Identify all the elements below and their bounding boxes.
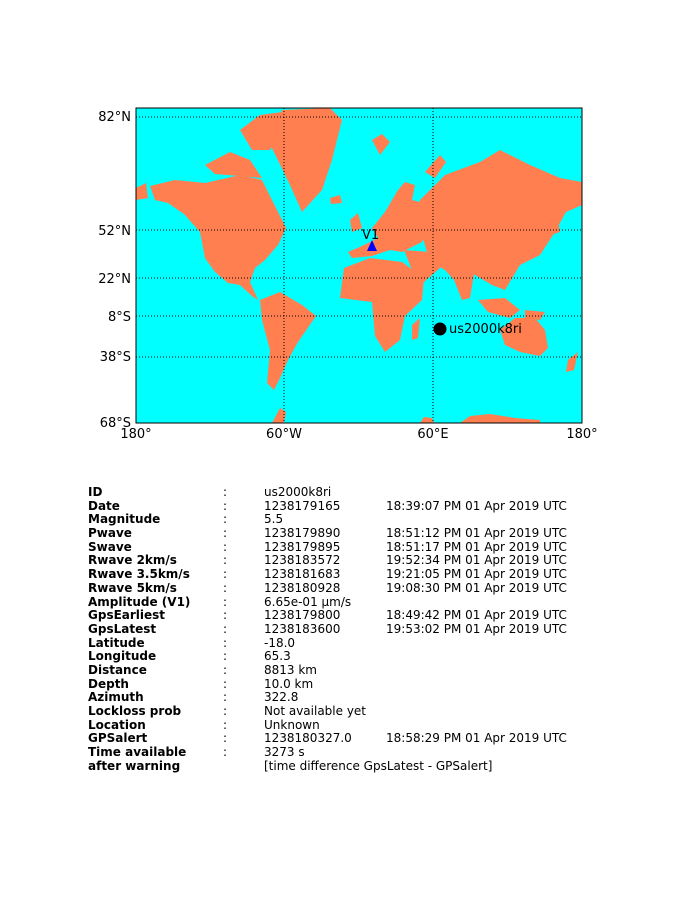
info-time: 18:49:42 PM 01 Apr 2019 UTC [386, 608, 567, 623]
info-time: 19:53:02 PM 01 Apr 2019 UTC [386, 621, 567, 636]
info-key: Depth [88, 676, 129, 691]
info-value: -18.0 [264, 635, 296, 650]
info-value: 1238179165 [264, 498, 341, 513]
info-separator: : [223, 704, 228, 718]
info-value: 1238183572 [264, 553, 341, 568]
info-time: 18:39:07 PM 01 Apr 2019 UTC [386, 498, 567, 513]
lon-label: 60°E [417, 427, 449, 442]
info-key: GpsEarliest [88, 608, 166, 623]
lon-label: 60°W [266, 427, 302, 442]
info-separator: : [223, 512, 228, 527]
info-value: 1238181683 [264, 567, 341, 582]
info-key: GpsLatest [88, 621, 157, 636]
info-key: Pwave [88, 526, 132, 541]
info-separator: : [223, 567, 228, 582]
info-key: Azimuth [88, 690, 144, 705]
info-value: 10.0 km [264, 676, 314, 691]
lat-label: 22°N [98, 272, 131, 287]
info-key: Time available [88, 745, 187, 760]
event-dot-icon [434, 323, 447, 336]
info-value: 8813 km [264, 662, 317, 677]
info-value: us2000k8ri [264, 485, 332, 499]
info-key: Rwave 5km/s [88, 580, 177, 595]
info-time: 18:51:17 PM 01 Apr 2019 UTC [386, 539, 567, 554]
info-value: 1238183600 [264, 621, 341, 636]
info-separator: : [223, 608, 228, 623]
lat-label: 82°N [98, 110, 131, 125]
info-value: 65.3 [264, 649, 291, 664]
info-separator: : [223, 731, 228, 746]
info-key: Rwave 3.5km/s [88, 567, 190, 582]
info-separator: : [223, 635, 228, 650]
info-time: 18:58:29 PM 01 Apr 2019 UTC [386, 731, 567, 746]
lat-label: 68°S [99, 416, 131, 431]
info-key: Amplitude (V1) [88, 594, 191, 609]
station-label: V1 [362, 228, 380, 243]
info-separator: : [223, 498, 228, 513]
info-time: 18:51:12 PM 01 Apr 2019 UTC [386, 526, 567, 541]
info-separator: : [223, 553, 228, 568]
lat-label: 38°S [99, 350, 131, 365]
info-separator: : [223, 676, 228, 691]
info-separator: : [223, 649, 228, 664]
info-value: 322.8 [264, 690, 299, 705]
info-key: after warning [88, 758, 181, 773]
info-key: Latitude [88, 635, 145, 650]
info-separator: : [223, 717, 228, 732]
info-value: 1238179895 [264, 539, 341, 554]
info-key: Swave [88, 539, 132, 554]
info-separator: : [223, 526, 228, 541]
info-separator: : [223, 594, 228, 609]
info-key: Magnitude [88, 512, 161, 527]
info-separator: : [223, 580, 228, 595]
info-key: Location [88, 717, 146, 732]
info-key: GPSalert [88, 731, 148, 746]
info-value: 1238180928 [264, 580, 341, 595]
lat-label: 52°N [98, 224, 131, 239]
info-separator: : [223, 621, 228, 636]
info-key: ID [88, 485, 103, 499]
info-value: 3273 s [264, 745, 305, 760]
info-value: 1238180327.0 [264, 731, 352, 746]
info-key: Distance [88, 662, 147, 677]
info-key: Lockloss prob [88, 704, 182, 718]
info-separator: : [223, 485, 228, 499]
info-key: Rwave 2km/s [88, 553, 177, 568]
event-label: us2000k8ri [449, 322, 522, 337]
info-time: 19:21:05 PM 01 Apr 2019 UTC [386, 567, 567, 582]
info-separator: : [223, 690, 228, 705]
info-key: Date [88, 498, 120, 513]
info-time: 19:08:30 PM 01 Apr 2019 UTC [386, 580, 567, 595]
info-value: 6.65e-01 μm/s [264, 594, 352, 609]
info-value: 1238179800 [264, 608, 341, 623]
info-key: Longitude [88, 649, 157, 664]
info-separator: : [223, 539, 228, 554]
info-value: Not available yet [264, 704, 367, 718]
lat-label: 8°S [107, 310, 131, 325]
lon-label: 180° [566, 427, 598, 442]
info-value: 5.5 [264, 512, 284, 527]
info-value: Unknown [264, 717, 320, 732]
info-time: 19:52:34 PM 01 Apr 2019 UTC [386, 553, 567, 568]
lon-label: 180° [120, 427, 152, 442]
info-value: [time difference GpsLatest - GPSalert] [264, 758, 493, 773]
info-separator: : [223, 662, 228, 677]
info-value: 1238179890 [264, 526, 341, 541]
info-separator: : [223, 745, 228, 760]
